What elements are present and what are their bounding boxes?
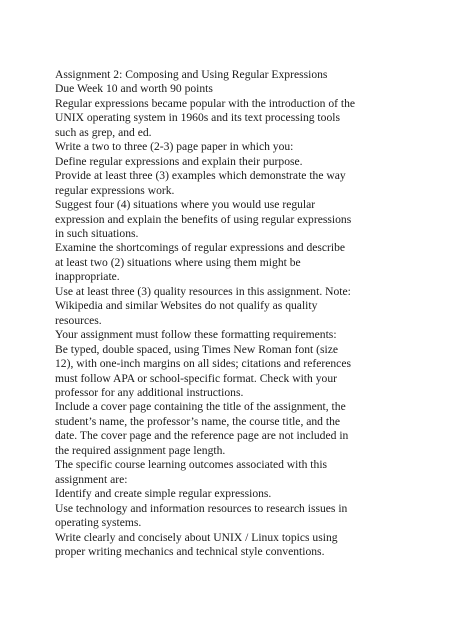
text-line: UNIX operating system in 1960s and its text processing tools	[55, 111, 340, 125]
text-line: the required assignment page length.	[55, 443, 226, 457]
text-line: student’s name, the professor’s name, the course title, and the	[55, 414, 341, 428]
text-line: Define regular expressions and explain their purpose.	[55, 154, 303, 168]
text-line: resources.	[55, 313, 102, 327]
text-line: expression and explain the benefits of using regular expressions	[55, 212, 352, 226]
text-line: Examine the shortcomings of regular expressions and describe	[55, 241, 346, 255]
text-line: inappropriate.	[55, 270, 120, 284]
text-line: Write a two to three (2-3) page paper in which you:	[55, 140, 294, 154]
assignment-text	[55, 68, 453, 559]
text-line: proper writing mechanics and technical style conventions.	[55, 544, 325, 558]
text-line: professor for any additional instructions.	[55, 385, 244, 399]
text-line: Identify and create simple regular expressions.	[55, 487, 272, 501]
text-line: 12), with one-inch margins on all sides; citations and references	[55, 357, 351, 371]
text-line: Use technology and information resources to research issues in	[55, 501, 348, 515]
text-line: Assignment 2: Composing and Using Regular Expressions	[55, 68, 328, 81]
text-line: at least two (2) situations where using them might be	[55, 255, 301, 269]
text-line: Suggest four (4) situations where you would use regular	[55, 198, 316, 212]
text-line: Use at least three (3) quality resources in this assignment. Note:	[55, 284, 351, 298]
text-line: The specific course learning outcomes associated with this	[55, 458, 328, 472]
text-line: Provide at least three (3) examples which demonstrate the way	[55, 169, 346, 183]
text-line: in such situations.	[55, 226, 139, 240]
text-line: Wikipedia and similar Websites do not qualify as quality	[55, 299, 318, 313]
text-line: Include a cover page containing the title of the assignment, the	[55, 400, 346, 414]
text-line: Be typed, double spaced, using Times New Roman font (size	[55, 342, 339, 356]
text-line: Your assignment must follow these formatting requirements:	[55, 328, 337, 342]
text-line: Regular expressions became popular with the introduction of the	[55, 96, 356, 110]
text-line: Write clearly and concisely about UNIX / Linux topics using	[55, 530, 338, 544]
text-line: assignment are:	[55, 472, 128, 486]
text-line: operating systems.	[55, 516, 142, 530]
text-line: date. The cover page and the reference page are not included in	[55, 429, 349, 443]
text-line: regular expressions work.	[55, 183, 175, 197]
text-line: such as grep, and ed.	[55, 125, 152, 139]
text-line: must follow APA or school-specific format. Check with your	[55, 371, 337, 385]
text-line: Due Week 10 and worth 90 points	[55, 82, 213, 96]
